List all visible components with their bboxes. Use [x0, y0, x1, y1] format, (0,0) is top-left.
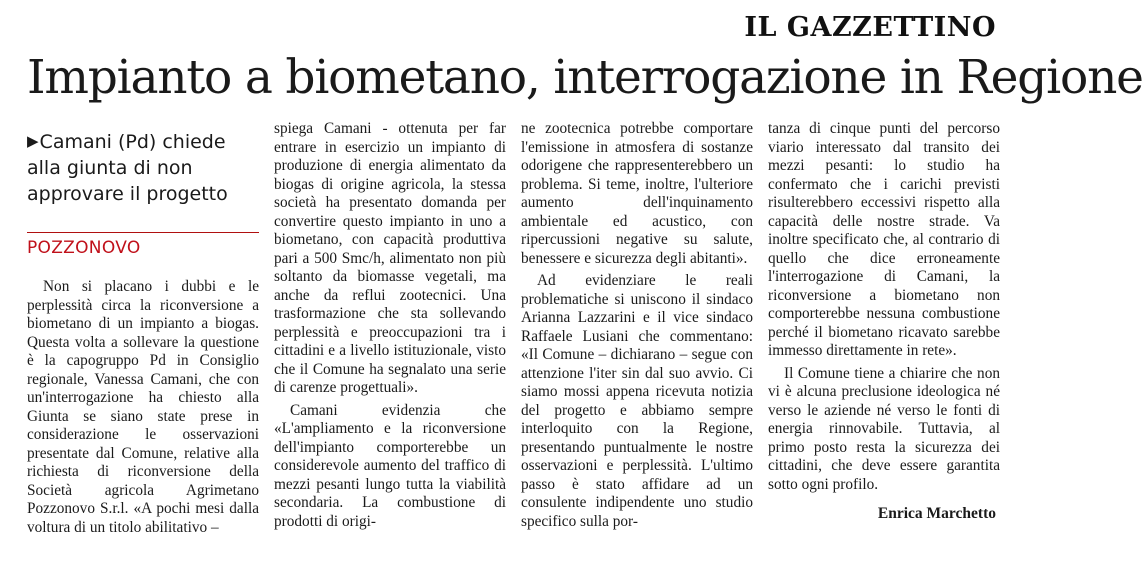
text-column-4 [768, 120, 1000, 494]
text-column-1 [27, 278, 259, 537]
section-label: POZZONOVO [27, 238, 141, 258]
triangle-bullet-icon: ▶ [27, 132, 39, 150]
article-subhead [27, 128, 259, 207]
paragraph: Camani evidenzia che «L'ampliamento e la riconversione dell'impianto comporterebbe un considerevole aumento del traffico di mezzi pesanti lungo tutta la viabilità secondaria. La combustione di prodotti di origi- [274, 401, 506, 530]
paragraph: spiega Camani - ottenuta per far entrare in esercizio un impianto di produzione di energia alimentato da biogas di origine agricola, la stessa società ha presentato domanda per convertire questo impianto in uno a biometano, con capacità produttiva pari a 500 Smc/h, alimentato non più soltanto da biomasse vegetali, ma anche da reflui zootecnici. Una trasformazione che sta sollevando perplessità e preoccupazioni tra i cittadini e a livello istituzionale, visto che il Comune ha segnalato una serie di carenze progettuali». [274, 120, 506, 396]
paragraph: tanza di cinque punti del percorso viario interessato dal transito dei mezzi pesanti: lo studio ha confermato che i carichi previsti risulterebbero eccessivi rispetto alla capacità delle nostre strade. Va inoltre specificato che, al contrario di quello che dice erroneamente l'interrogazione di Camani, la riconversione a biometano non comporterebbe nessuna combustione perché il biometano ricavato sarebbe immesso direttamente in rete». [768, 120, 1000, 359]
section-divider [27, 232, 259, 233]
article-headline: Impianto a biometano, interrogazione in Regione [27, 50, 1143, 105]
paragraph: Non si placano i dubbi e le perplessità circa la riconversione a biometano di un impianto a biogas. Questa volta a sollevare la questione è la capogruppo Pd in Consiglio regionale, Vanessa Camani, che con un'interrogazione ha chiesto alla Giunta se siano state prese in considerazione le osservazioni presentate dal Comune, relative alla richiesta di riconversione della Società agricola Agrimetano Pozzonovo S.r.l. «A pochi mesi dalla voltura di un titolo abilitativo – [27, 278, 259, 536]
subhead-text: Camani (Pd) chiede alla giunta di non approvare il progetto [27, 131, 228, 205]
paragraph: Il Comune tiene a chiarire che non vi è alcuna preclusione ideologica né verso le aziende né verso le fonti di energia rinnovabile. Tuttavia, al primo posto resta la sicurezza dei cittadini, che deve essere garantita sotto ogni profilo. [768, 364, 1000, 493]
paragraph: Ad evidenziare le reali problematiche si uniscono il sindaco Arianna Lazzarini e il vice sindaco Raffaele Lusiani che commentano: «Il Comune – dichiarano – segue con attenzione l'iter sin dal suo avvio. Ci siamo mossi appena ricevuta notizia del progetto e abbiamo sempre interloquito con la Regione, presentando puntualmente le nostre osservazioni e perplessità. L'ultimo passo è stato affidare ad un consulente indipendente uno studio specifico sulla por- [521, 272, 753, 530]
author-byline: Enrica Marchetto [877, 505, 996, 522]
text-column-2 [274, 120, 506, 531]
paragraph: ne zootecnica potrebbe comportare l'emissione in atmosfera di sostanze odorigene che rappresenterebbero un problema. Si teme, inoltre, l'ulteriore aumento dell'inquinamento ambientale ed acustico, con ripercussioni negative su salute, benessere e sicurezza degli abitanti». [521, 120, 753, 267]
text-column-3 [521, 120, 753, 531]
newspaper-masthead: IL GAZZETTINO [744, 12, 996, 43]
